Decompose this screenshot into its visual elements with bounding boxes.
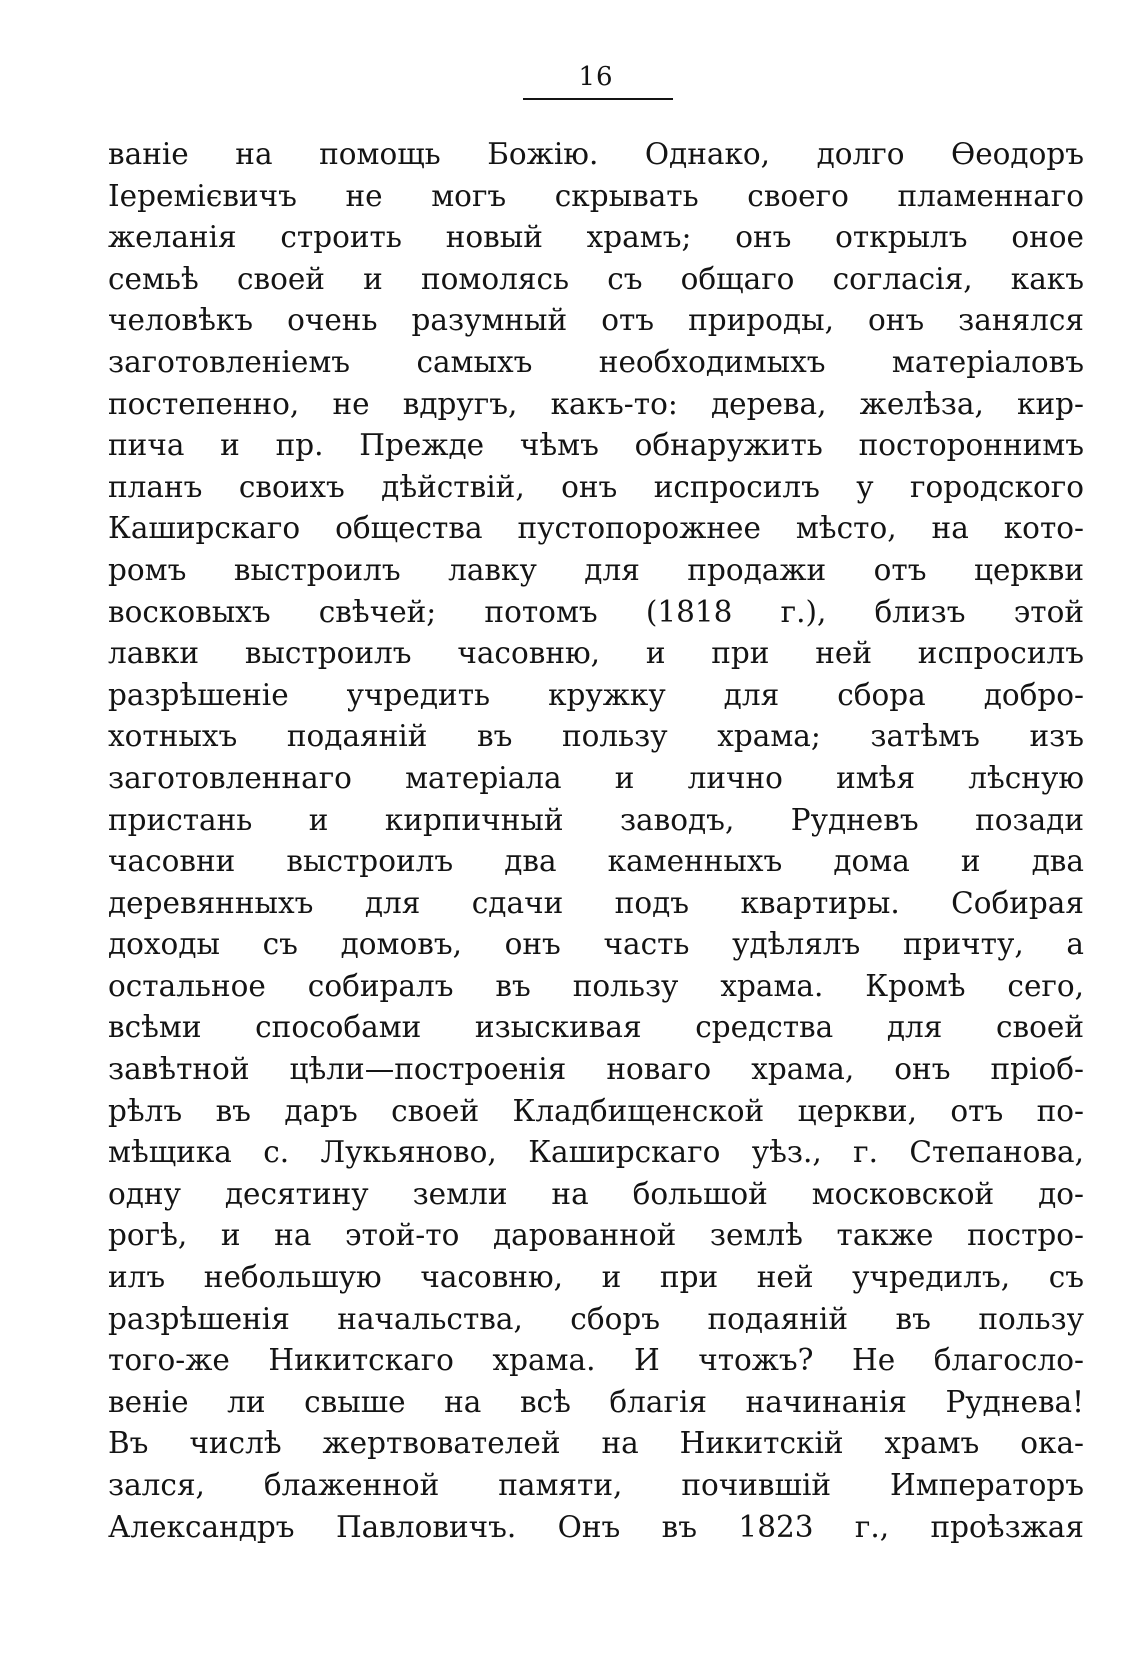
text-line: остальное собиралъ въ пользу храма. Кромѣ сего, — [108, 968, 1084, 1003]
text-line: лавки выстроилъ часовню, и при ней испросилъ — [108, 636, 1084, 671]
text-line: восковыхъ свѣчей; потомъ (1818 г.), близъ этой — [108, 594, 1084, 629]
text-line: планъ своихъ дѣйствій, онъ испросилъ у городского — [108, 469, 1084, 504]
text-line: того-же Никитскаго храма. И чтожъ? Не благослo- — [108, 1343, 1084, 1378]
text-line: мѣщика с. Лукьяново, Каширскаго уѣз., г. Степанова, — [108, 1135, 1084, 1170]
text-line: доходы съ домовъ, онъ часть удѣлялъ причту, а — [108, 927, 1084, 962]
text-line: заготовленіемъ самыхъ необходимыхъ матеріаловъ — [108, 344, 1084, 379]
text-line: Каширскаго общества пустопорожнее мѣсто, на кото- — [108, 511, 1084, 546]
body-text — [108, 134, 1084, 1548]
text-line: часовни выстроилъ два каменныхъ дома и два — [108, 844, 1084, 879]
text-line: желанія строить новый храмъ; онъ открылъ оное — [108, 220, 1084, 255]
text-line: пича и пр. Прежде чѣмъ обнаружить постороннимъ — [108, 428, 1084, 463]
text-line: всѣми способами изыскивая средства для своей — [108, 1010, 1084, 1045]
text-line: Въ числѣ жертвователей на Никитскій храмъ ока- — [108, 1426, 1084, 1461]
text-line: рѣлъ въ даръ своей Кладбищенской церкви, отъ по- — [108, 1093, 1084, 1128]
text-line: Іеремієвичъ не могъ скрывать своего пламеннаго — [108, 178, 1084, 213]
text-line: ромъ выстроилъ лавку для продажи отъ церкви — [108, 552, 1084, 587]
text-line: разрѣшеніе учредить кружку для сбора добро- — [108, 677, 1084, 712]
text-line: хотныхъ подаяній въ пользу храма; затѣмъ изъ — [108, 719, 1084, 754]
text-line: постепенно, не вдругъ, какъ-то: дерева, желѣза, кир- — [108, 386, 1084, 421]
text-line: заготовленнаго матеріала и лично имѣя лѣсную — [108, 760, 1084, 795]
text-line: рогѣ, и на этой-то дарованной землѣ также постро- — [108, 1218, 1084, 1253]
text-line: зался, блаженной памяти, почившій Императоръ — [108, 1468, 1084, 1502]
text-line: илъ небольшую часовню, и при ней учредилъ, съ — [108, 1260, 1084, 1295]
text-line: ваніе на помощь Божію. Однако, долго Ѳеодоръ — [108, 137, 1084, 171]
text-line: пристань и кирпичный заводъ, Рудневъ позади — [108, 802, 1084, 837]
page-number-rule — [523, 98, 673, 100]
text-line: Александръ Павловичъ. Онъ въ 1823 г., проѣзжая — [108, 1509, 1084, 1544]
text-line: завѣтной цѣли—построенія новаго храма, онъ пріоб- — [108, 1052, 1084, 1087]
text-line: семьѣ своей и помолясь съ общаго согласія, какъ — [108, 261, 1084, 296]
text-line: деревянныхъ для сдачи подъ квартиры. Собирая — [108, 885, 1084, 920]
text-line: человѣкъ очень разумный отъ природы, онъ занялся — [108, 303, 1084, 338]
page-number: 16 — [578, 62, 614, 92]
text-line: веніе ли свыше на всѣ благія начинанія Руднева! — [108, 1384, 1084, 1419]
text-line: одну десятину земли на большой московской до- — [108, 1176, 1084, 1211]
text-line: разрѣшенія начальства, сборъ подаяній въ пользу — [108, 1301, 1084, 1336]
